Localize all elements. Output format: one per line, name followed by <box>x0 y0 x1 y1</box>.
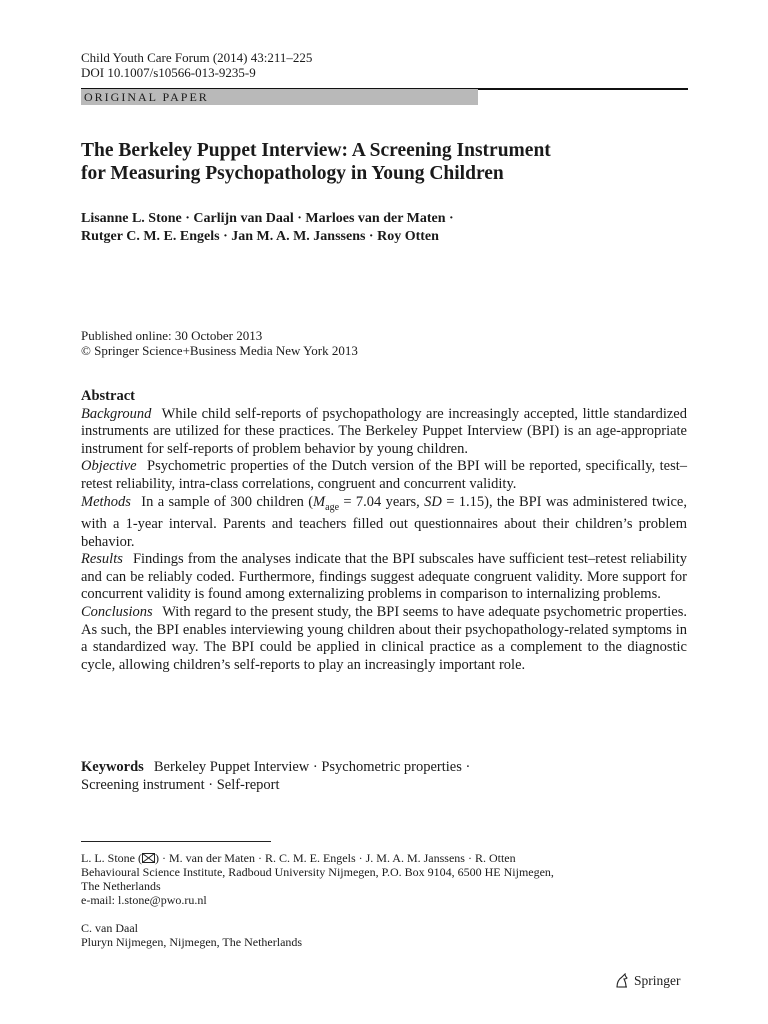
background-text: While child self-reports of psychopathology are increasingly accepted, little standardized instruments are utilized for these practices. The Berkeley Puppet Interview (BPI) is an age-appropriate instrument for self-reports of problem behavior by young children. <box>81 405 687 457</box>
methods-age-subscript: age <box>325 501 340 513</box>
methods-sd-symbol: SD <box>424 493 442 510</box>
springer-logo <box>614 972 681 990</box>
methods-label: Methods <box>81 493 131 510</box>
affiliation-line-6: Pluryn Nijmegen, Nijmegen, The Netherlands <box>81 935 303 949</box>
conclusions-label: Conclusions <box>81 604 153 621</box>
abstract-objective <box>81 458 687 493</box>
abstract-heading: Abstract <box>81 388 135 404</box>
abstract-results <box>81 551 687 604</box>
background-label: Background <box>81 405 152 422</box>
methods-text-mid: = 7.04 years, <box>339 493 425 510</box>
author-line-2: Rutger C. M. E. Engels · Jan M. A. M. Janssens · Roy Otten <box>81 229 439 244</box>
objective-text: Psychometric properties of the Dutch version of the BPI will be reported, specifically, test–retest reliability, intra-class correlations, congruent and concurrent validity. <box>81 458 687 492</box>
affiliation-line-2: Behavioural Science Institute, Radboud University Nijmegen, P.O. Box 9104, 6500 HE Nijmegen, <box>81 865 554 879</box>
section-label: ORIGINAL PAPER <box>81 89 478 105</box>
doi: DOI 10.1007/s10566-013-9235-9 <box>81 65 256 80</box>
keywords-line-2: Screening instrument · Self-report <box>81 777 280 793</box>
affiliation-line-1-post: ) · M. van der Maten · R. C. M. E. Engels · J. M. A. M. Janssens · R. Otten <box>155 851 516 865</box>
publisher-name: Springer <box>634 973 681 988</box>
author-line-1: Lisanne L. Stone · Carlijn van Daal · Marloes van der Maten · <box>81 211 454 226</box>
affiliation-line-3: The Netherlands <box>81 879 161 893</box>
methods-text-pre: In a sample of 300 children ( <box>141 493 314 510</box>
title-line-2: for Measuring Psychopathology in Young Children <box>81 163 504 184</box>
affiliation-line-1 <box>81 851 516 866</box>
abstract-methods <box>81 494 687 552</box>
affiliation-line-1-pre: L. L. Stone ( <box>81 851 142 865</box>
copyright: © Springer Science+Business Media New York 2013 <box>81 343 358 358</box>
objective-label: Objective <box>81 458 137 475</box>
results-text: Findings from the analyses indicate that the BPI subscales have sufficient test–retest reliability and can be reliably coded. Furthermore, findings suggest adequate congruent validity. More support for concurrent validity is found among externalizing problems in comparison to internalizing problems. <box>81 551 687 603</box>
methods-text-post: = 1.15), the BPI was administered twice, with a 1-year interval. Parents and teachers filled out questionnaires about their children’s problem behavior. <box>81 493 687 550</box>
envelope-icon <box>142 853 155 863</box>
results-label: Results <box>81 551 123 568</box>
keywords-label: Keywords <box>81 759 144 775</box>
footnote-rule <box>81 841 271 842</box>
abstract-background <box>81 406 687 459</box>
title-line-1: The Berkeley Puppet Interview: A Screening Instrument <box>81 140 551 161</box>
published-date: Published online: 30 October 2013 <box>81 328 263 343</box>
abstract-conclusions <box>81 604 687 674</box>
springer-horse-icon <box>614 973 630 989</box>
abstract <box>81 388 687 674</box>
paper-title <box>81 139 701 185</box>
email[interactable]: e-mail: l.stone@pwo.ru.nl <box>81 893 207 907</box>
conclusions-text: With regard to the present study, the BPI seems to have adequate psychometric properties. As such, the BPI enables interviewing young children about their psychopathology-related symptoms in a standardized way. The BPI could be applied in clinical practice as a complement to the diagnostic cycle, allowing children’s self-reports to play an increasingly important role. <box>81 604 687 673</box>
journal-citation: Child Youth Care Forum (2014) 43:211–225 <box>81 50 313 65</box>
keywords <box>81 758 687 794</box>
affiliation-line-5: C. van Daal <box>81 921 138 935</box>
methods-m-symbol: M <box>313 493 326 510</box>
keywords-line-1: Berkeley Puppet Interview · Psychometric properties · <box>153 759 471 775</box>
